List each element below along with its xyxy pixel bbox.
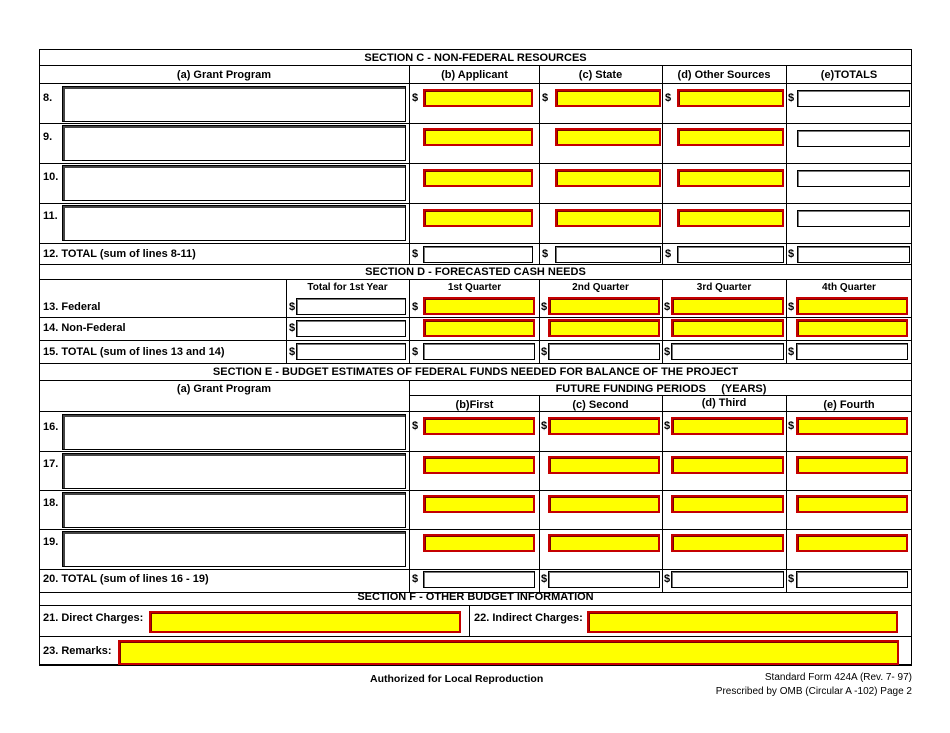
first-field-16[interactable] [423,417,535,435]
totals-field-9[interactable] [797,130,910,147]
dollar-sign: $ [542,248,549,260]
third-field-16[interactable] [671,417,784,435]
dollar-sign: $ [788,301,795,313]
grant-program-field-9[interactable] [62,125,406,161]
col-first: (b)First [455,399,494,411]
non-federal-q1[interactable] [423,319,535,337]
state-field-10[interactable] [555,169,661,187]
other-sources-field-9[interactable] [677,128,784,146]
non-federal-q2[interactable] [548,319,660,337]
other-sources-total-12[interactable] [677,246,784,263]
total-q3-15[interactable] [671,343,784,360]
federal-total-1st-year[interactable] [296,298,406,315]
dollar-sign: $ [289,346,296,358]
non-federal-q4[interactable] [796,319,908,337]
first-field-18[interactable] [423,495,535,513]
row-label-10: 10. [43,171,59,183]
dollar-sign: $ [412,92,419,104]
total-q4-15[interactable] [796,343,908,360]
dollar-sign: $ [788,420,795,432]
second-field-16[interactable] [548,417,660,435]
grant-program-field-18[interactable] [62,492,406,528]
dollar-sign: $ [664,573,671,585]
totals-field-8[interactable] [797,90,910,107]
row-label-13: 13. Federal [43,301,101,313]
col-totals: (e)TOTALS [820,69,878,81]
row-label-18: 18. [43,497,59,509]
other-sources-field-10[interactable] [677,169,784,187]
section-e-title: SECTION E - BUDGET ESTIMATES OF FEDERAL FUNDS NEEDED FOR BALANCE OF THE PROJECT [212,366,739,378]
total-label-20: 20. TOTAL (sum of lines 16 - 19) [43,573,209,585]
grant-program-field-10[interactable] [62,165,406,201]
totals-field-10[interactable] [797,170,910,187]
state-field-11[interactable] [555,209,661,227]
dollar-sign: $ [412,346,419,358]
applicant-field-11[interactable] [423,209,533,227]
dollar-sign: $ [289,301,296,313]
dollar-sign: $ [289,322,296,334]
federal-q2[interactable] [548,297,660,315]
fourth-total-20[interactable] [796,571,908,588]
third-field-17[interactable] [671,456,784,474]
state-field-8[interactable] [555,89,661,107]
total-q1-15[interactable] [423,343,535,360]
row-label-11: 11. [43,210,58,222]
col-total-1st-year: Total for 1st Year [307,282,388,293]
row-label-8: 8. [43,92,53,104]
prescribed-by: Prescribed by OMB (Circular A -102) Page 2 [715,686,912,697]
col-second: (c) Second [572,399,629,411]
applicant-field-10[interactable] [423,169,533,187]
dollar-sign: $ [664,346,671,358]
grant-program-field-16[interactable] [62,414,406,450]
federal-q4[interactable] [796,297,908,315]
applicant-field-8[interactable] [423,89,533,107]
col-third: (d) Third [701,397,747,409]
row-label-9: 9. [43,131,53,143]
row-label-17: 17. [43,458,59,470]
col-fourth: (e) Fourth [823,399,875,411]
second-total-20[interactable] [548,571,660,588]
indirect-charges-field[interactable] [587,611,898,633]
dollar-sign: $ [541,301,548,313]
first-total-20[interactable] [423,571,535,588]
state-field-9[interactable] [555,128,661,146]
third-field-19[interactable] [671,534,784,552]
dollar-sign: $ [665,92,672,104]
col-applicant: (b) Applicant [441,69,508,81]
future-funding-periods: FUTURE FUNDING PERIODS (YEARS) [555,383,767,395]
fourth-field-17[interactable] [796,456,908,474]
dollar-sign: $ [788,92,795,104]
total-q2-15[interactable] [548,343,660,360]
section-d-title: SECTION D - FORECASTED CASH NEEDS [365,266,586,278]
dollar-sign: $ [412,420,419,432]
dollar-sign: $ [412,248,419,260]
direct-charges-field[interactable] [149,611,461,633]
applicant-field-9[interactable] [423,128,533,146]
total-label-12: 12. TOTAL (sum of lines 8-11) [43,248,196,260]
grant-program-field-17[interactable] [62,453,406,489]
col-1st-quarter: 1st Quarter [447,282,502,293]
third-field-18[interactable] [671,495,784,513]
remarks-field[interactable] [118,640,899,665]
dollar-sign: $ [412,573,419,585]
federal-q1[interactable] [423,297,535,315]
col-other-sources: (d) Other Sources [677,69,771,81]
remarks-label: 23. Remarks: [43,645,112,657]
col-state: (c) State [578,69,623,81]
dollar-sign: $ [541,346,548,358]
federal-q3[interactable] [671,297,784,315]
fourth-field-16[interactable] [796,417,908,435]
dollar-sign: $ [541,573,548,585]
row-label-14: 14. Non-Federal [43,322,126,334]
col-4th-quarter: 4th Quarter [822,282,876,293]
direct-charges-label: 21. Direct Charges: [43,612,144,624]
row-label-15: 15. TOTAL (sum of lines 13 and 14) [43,346,225,358]
grant-program-field-11[interactable] [62,205,406,241]
second-field-18[interactable] [548,495,660,513]
dollar-sign: $ [665,248,672,260]
section-f-title: SECTION F - OTHER BUDGET INFORMATION [357,591,594,603]
dollar-sign: $ [542,92,549,104]
other-sources-field-11[interactable] [677,209,784,227]
dollar-sign: $ [412,301,419,313]
first-field-17[interactable] [423,456,535,474]
fourth-field-18[interactable] [796,495,908,513]
totals-total-12[interactable] [797,246,910,263]
col-grant-program-e: (a) Grant Program [176,383,272,395]
dollar-sign: $ [541,420,548,432]
totals-field-11[interactable] [797,210,910,227]
row-label-19: 19. [43,536,59,548]
dollar-sign: $ [664,301,671,313]
authorized-reproduction: Authorized for Local Reproduction [370,673,544,685]
second-field-17[interactable] [548,456,660,474]
section-c-title: SECTION C - NON-FEDERAL RESOURCES [364,52,587,64]
col-3rd-quarter: 3rd Quarter [696,282,752,293]
col-grant-program: (a) Grant Program [176,69,272,81]
fourth-field-19[interactable] [796,534,908,552]
dollar-sign: $ [664,420,671,432]
total-1st-year-15[interactable] [296,343,406,360]
other-sources-field-8[interactable] [677,89,784,107]
first-field-19[interactable] [423,534,535,552]
dollar-sign: $ [788,346,795,358]
grant-program-field-19[interactable] [62,531,406,567]
dollar-sign: $ [788,248,795,260]
third-total-20[interactable] [671,571,784,588]
dollar-sign: $ [788,573,795,585]
second-field-19[interactable] [548,534,660,552]
col-2nd-quarter: 2nd Quarter [572,282,629,293]
form-identifier: Standard Form 424A (Rev. 7- 97) [764,672,912,683]
applicant-total-12[interactable] [423,246,533,263]
non-federal-total-1st-year[interactable] [296,320,406,337]
state-total-12[interactable] [555,246,661,263]
non-federal-q3[interactable] [671,319,784,337]
indirect-charges-label: 22. Indirect Charges: [474,612,583,624]
row-label-16: 16. [43,421,59,433]
grant-program-field-8[interactable] [62,86,406,122]
